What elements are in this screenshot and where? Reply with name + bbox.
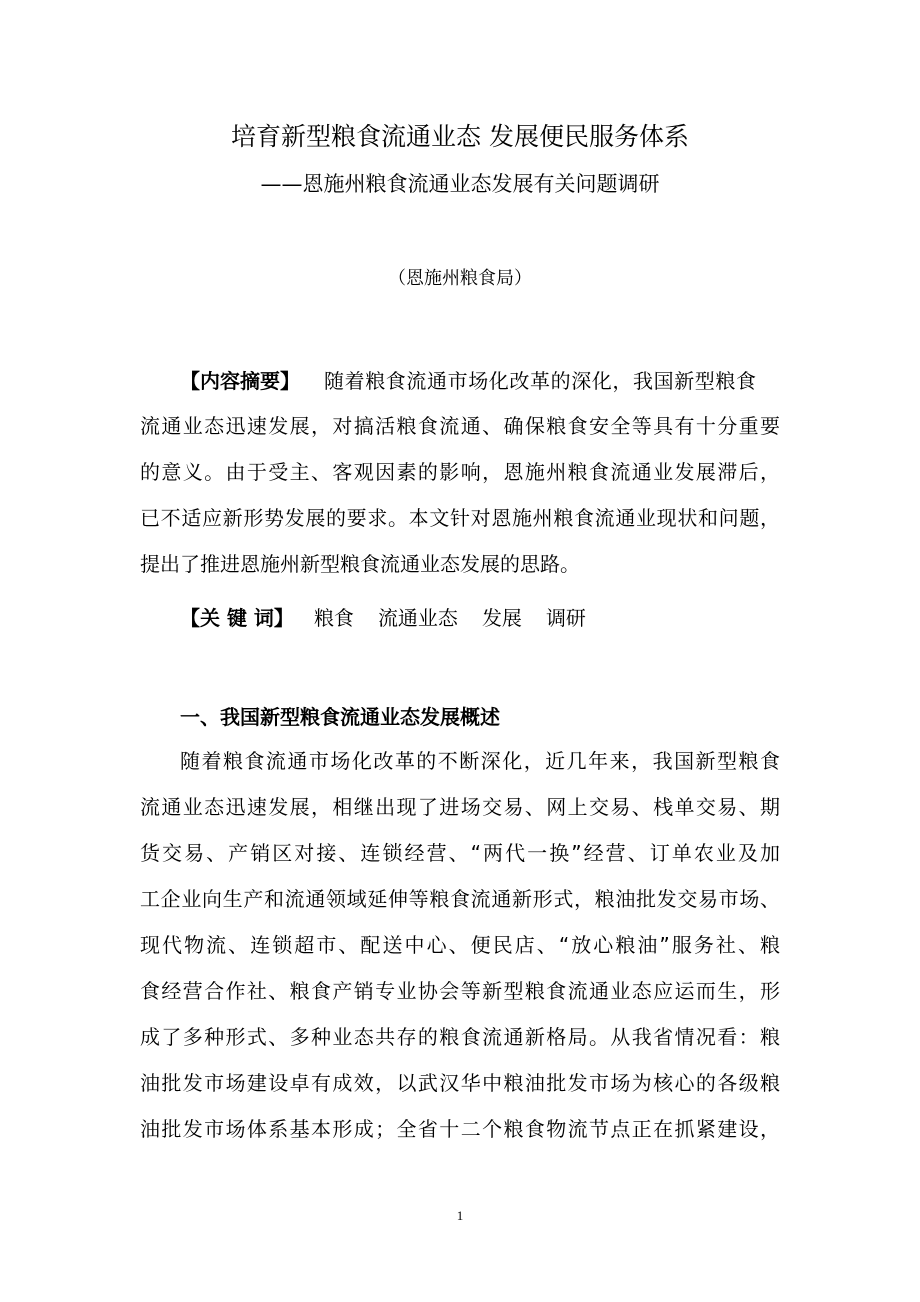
keyword: 发展 [481, 606, 522, 630]
body-line: 油批发市场体系基本形成；全省十二个粮食物流节点正在抓紧建设， [140, 1117, 780, 1141]
document-title: 培育新型粮食流通业态 发展便民服务体系 [231, 122, 689, 151]
document-subtitle: ——恩施州粮食流通业态发展有关问题调研 [260, 172, 660, 196]
section-heading: 一、我国新型粮食流通业态发展概述 [180, 705, 500, 729]
body-line: 食经营合作社、粮食产销专业协会等新型粮食流通业态应运而生，形 [140, 979, 780, 1003]
page-number: 1 [456, 1208, 464, 1223]
keywords-line [180, 606, 780, 630]
abstract-line: 已不适应新形势发展的要求。本文针对恩施州粮食流通业现状和问题， [140, 506, 780, 530]
body-line: 工企业向生产和流通领域延伸等粮食流通新形式，粮油批发交易市场、 [140, 887, 780, 911]
body-line: 油批发市场建设卓有成效，以武汉华中粮油批发市场为核心的各级粮 [140, 1071, 780, 1095]
body-line: 流通业态迅速发展，相继出现了进场交易、网上交易、栈单交易、期 [140, 795, 780, 819]
body-line: 货交易、产销区对接、连锁经营、“两代一换”经营、订单农业及加 [140, 841, 780, 865]
abstract-line: 流通业态迅速发展，对搞活粮食流通、确保粮食安全等具有十分重要 [140, 414, 780, 438]
author: （恩施州粮食局） [388, 268, 532, 289]
keywords-label: 【关 键 词】 [180, 606, 294, 630]
body-line: 随着粮食流通市场化改革的不断深化，近几年来，我国新型粮食 [180, 749, 780, 773]
abstract-line: 的意义。由于受主、客观因素的影响，恩施州粮食流通业发展滞后， [140, 460, 780, 484]
keyword: 流通业态 [377, 606, 458, 630]
body-line: 成了多种形式、多种业态共存的粮食流通新格局。从我省情况看：粮 [140, 1025, 780, 1049]
keyword: 调研 [545, 606, 586, 630]
abstract-line [180, 369, 780, 393]
abstract-text: 随着粮食流通市场化改革的深化，我国新型粮食 [324, 369, 757, 393]
keyword: 粮食 [313, 606, 354, 630]
body-line: 现代物流、连锁超市、配送中心、便民店、“放心粮油”服务社、粮 [140, 933, 780, 957]
abstract-line: 提出了推进恩施州新型粮食流通业态发展的思路。 [140, 552, 580, 576]
abstract-label: 【内容摘要】 [180, 369, 300, 393]
